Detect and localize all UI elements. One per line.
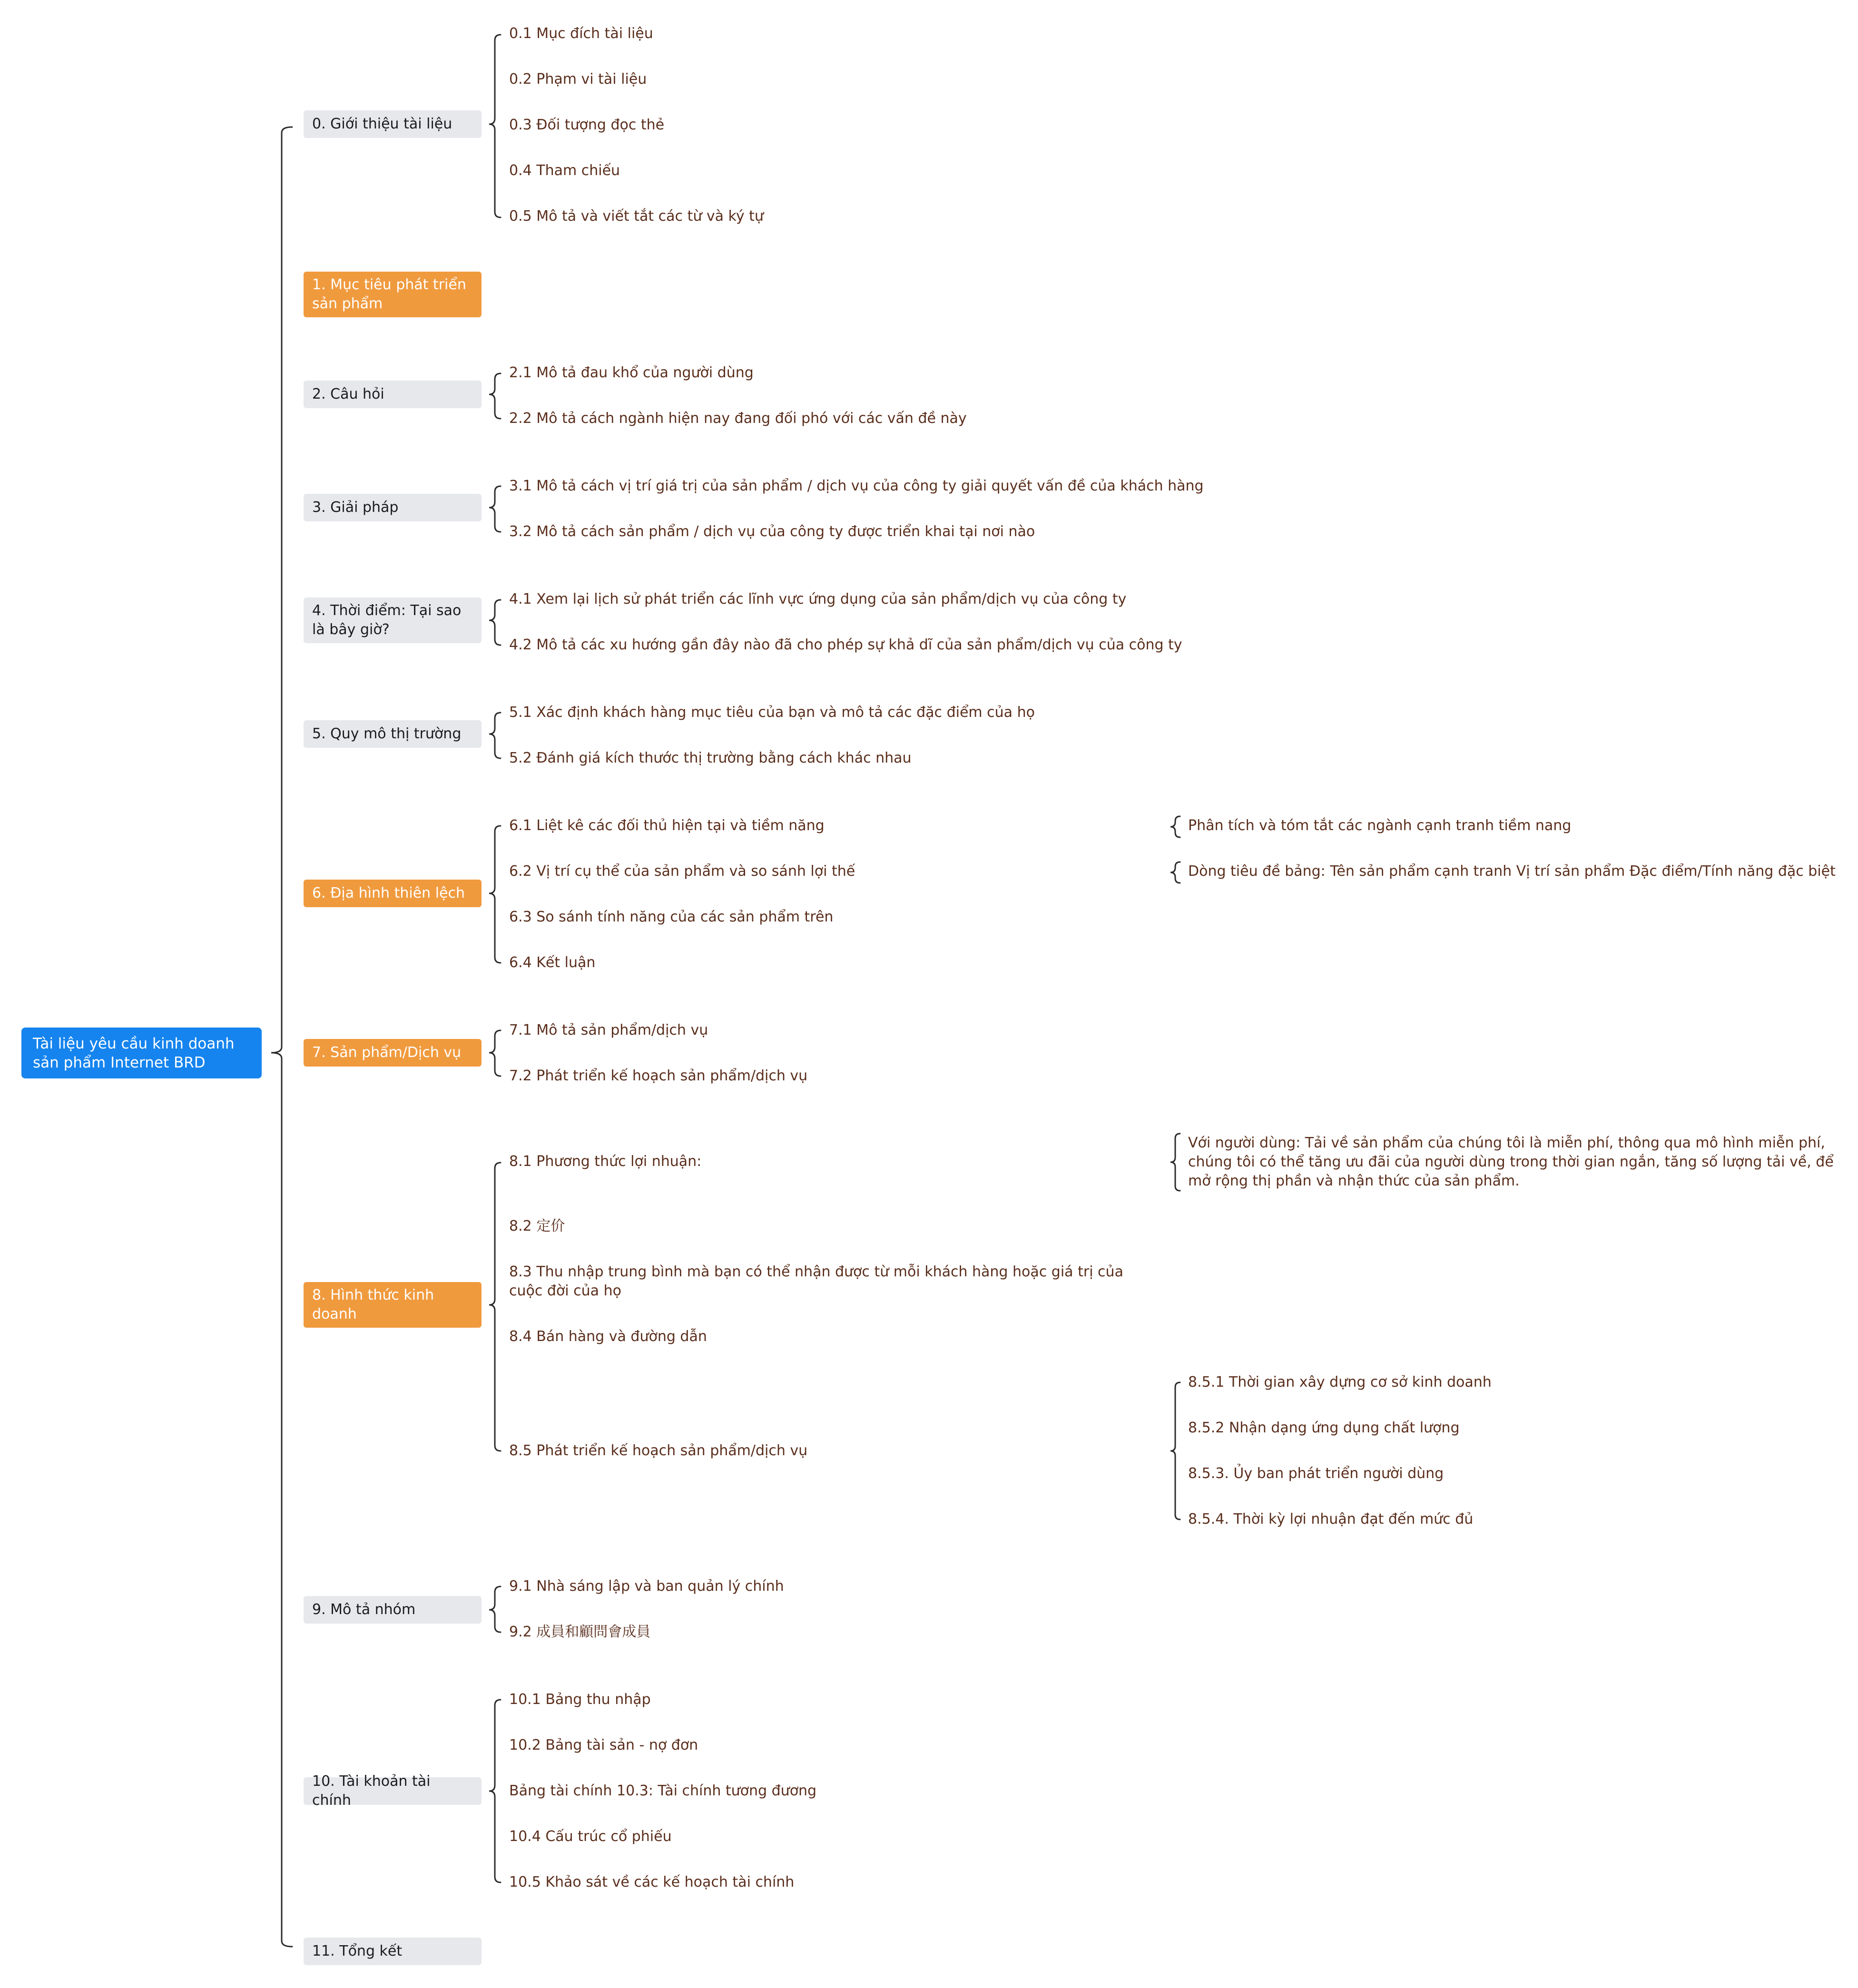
section-node-11[interactable]: 11. Tổng kết	[304, 1938, 482, 1965]
leaf-2-2[interactable]: 2.2 Mô tả cách ngành hiện nay đang đối phó với các vấn đề này	[509, 410, 967, 427]
leaf-0-5[interactable]: 0.5 Mô tả và viết tắt các từ và ký tự	[509, 208, 764, 225]
leaf-5-2[interactable]: 5.2 Đánh giá kích thước thị trường bằng cách khác nhau	[509, 750, 912, 766]
leaf-3-2[interactable]: 3.2 Mô tả cách sản phẩm / dịch vụ của công ty được triển khai tại nơi nào	[509, 523, 1035, 540]
leaf-4-2[interactable]: 4.2 Mô tả các xu hướng gần đây nào đã cho phép sự khả dĩ của sản phẩm/dịch vụ của công ty	[509, 637, 1182, 653]
leaf-0-2[interactable]: 0.2 Phạm vi tài liệu	[509, 71, 647, 88]
section-4-brace	[489, 600, 501, 645]
leaf-4-1[interactable]: 4.1 Xem lại lịch sử phát triển các lĩnh vực ứng dụng của sản phẩm/dịch vụ của công ty	[509, 591, 1127, 607]
leaf-7-2[interactable]: 7.2 Phát triển kế hoạch sản phẩm/dịch vụ	[509, 1067, 808, 1084]
leaf-10-3[interactable]: Bảng tài chính 10.3: Tài chính tương đương	[509, 1782, 817, 1799]
leaf-0-4[interactable]: 0.4 Tham chiếu	[509, 162, 620, 179]
section-node-0[interactable]: 0. Giới thiệu tài liệu	[304, 110, 482, 138]
section-10-brace	[489, 1700, 501, 1882]
section-node-1[interactable]: 1. Mục tiêu phát triển sản phẩm	[304, 272, 482, 317]
leaf-3-1[interactable]: 3.1 Mô tả cách vị trí giá trị của sản phẩm / dịch vụ của công ty giải quyết vấn đề của khách hàng	[509, 478, 1204, 494]
section-node-2[interactable]: 2. Câu hỏi	[304, 381, 482, 408]
leaf-6-2[interactable]: 6.2 Vị trí cụ thể của sản phẩm và so sánh lợi thế	[509, 863, 855, 880]
leaf-10-1[interactable]: 10.1 Bảng thu nhập	[509, 1691, 651, 1708]
leaf-9-2[interactable]: 9.2 成員和顧問會成員	[509, 1624, 651, 1640]
leaf-7-1[interactable]: 7.1 Mô tả sản phẩm/dịch vụ	[509, 1022, 708, 1038]
leaf-0-1[interactable]: 0.1 Mục đích tài liệu	[509, 25, 653, 42]
leaf-6-4[interactable]: 6.4 Kết luận	[509, 954, 596, 971]
section-6-brace	[489, 826, 501, 963]
leaf-8-5-4[interactable]: 8.5.4. Thời kỳ lợi nhuận đạt đến mức đủ	[1188, 1511, 1474, 1528]
leaf-10-4[interactable]: 10.4 Cấu trúc cổ phiếu	[509, 1828, 672, 1845]
detail-8-5-brace	[1170, 1382, 1180, 1519]
section-9-brace	[489, 1586, 501, 1632]
leaf-10-5[interactable]: 10.5 Khảo sát về các kế hoạch tài chính	[509, 1874, 795, 1890]
leaf-8-1-detail[interactable]: Với người dùng: Tải về sản phẩm của chúng tôi là miễn phí, thông qua mô hình miễn phí, chúng tôi có thể tăng ưu đãi của người dùng trong thời gian ngắn, tăng số lượng tải về, để mở rộng thị phần và nhận thức của sản phẩm.	[1188, 1135, 1834, 1189]
section-2-brace	[489, 373, 501, 419]
section-node-10[interactable]: 10. Tài khoản tài chính	[304, 1777, 482, 1805]
root-node[interactable]: Tài liệu yêu cầu kinh doanh sản phẩm Internet BRD	[21, 1028, 262, 1078]
section-node-5[interactable]: 5. Quy mô thị trường	[304, 720, 482, 748]
section-node-6[interactable]: 6. Địa hình thiên lệch	[304, 880, 482, 907]
leaf-6-1-detail[interactable]: Phân tích và tóm tắt các ngành cạnh tranh tiềm nang	[1188, 817, 1572, 834]
section-node-4[interactable]: 4. Thời điểm: Tại sao là bây giờ?	[304, 597, 482, 643]
section-5-brace	[489, 713, 501, 758]
section-7-brace	[489, 1030, 501, 1076]
leaf-6-2-detail[interactable]: Dòng tiêu đề bảng: Tên sản phẩm cạnh tranh Vị trí sản phẩm Đặc điểm/Tính năng đặc biệt	[1188, 863, 1836, 880]
detail-6-2-brace	[1170, 862, 1180, 883]
leaf-2-1[interactable]: 2.1 Mô tả đau khổ của người dùng	[509, 364, 754, 381]
leaf-8-5-3[interactable]: 8.5.3. Ủy ban phát triển người dùng	[1188, 1465, 1444, 1482]
leaf-0-3[interactable]: 0.3 Đối tượng đọc thẻ	[509, 117, 665, 133]
section-8-brace	[489, 1163, 501, 1451]
leaf-8-1[interactable]: 8.1 Phương thức lợi nhuận:	[509, 1153, 702, 1170]
leaf-8-2[interactable]: 8.2 定价	[509, 1218, 565, 1234]
leaf-8-4[interactable]: 8.4 Bán hàng và đường dẫn	[509, 1328, 707, 1345]
leaf-6-1[interactable]: 6.1 Liệt kê các đối thủ hiện tại và tiềm năng	[509, 817, 825, 834]
section-node-9[interactable]: 9. Mô tả nhóm	[304, 1596, 482, 1624]
leaf-8-3[interactable]: 8.3 Thu nhập trung bình mà bạn có thể nhận được từ mỗi khách hàng hoặc giá trị của cuộc đời của họ	[509, 1263, 1123, 1299]
leaf-8-5-1[interactable]: 8.5.1 Thời gian xây dựng cơ sở kinh doanh	[1188, 1374, 1492, 1391]
leaf-5-1[interactable]: 5.1 Xác định khách hàng mục tiêu của bạn và mô tả các đặc điểm của họ	[509, 704, 1035, 721]
section-node-3[interactable]: 3. Giải pháp	[304, 494, 482, 521]
section-node-7[interactable]: 7. Sản phẩm/Dịch vụ	[304, 1039, 482, 1067]
leaf-8-5-2[interactable]: 8.5.2 Nhận dạng ứng dụng chất lượng	[1188, 1420, 1460, 1436]
leaf-9-1[interactable]: 9.1 Nhà sáng lập và ban quản lý chính	[509, 1578, 784, 1595]
section-3-brace	[489, 486, 501, 532]
leaf-6-3[interactable]: 6.3 So sánh tính năng của các sản phẩm trên	[509, 909, 834, 925]
leaf-8-5[interactable]: 8.5 Phát triển kế hoạch sản phẩm/dịch vụ	[509, 1442, 808, 1459]
root-brace	[271, 127, 292, 1947]
detail-6-1-brace	[1170, 816, 1180, 837]
section-node-8[interactable]: 8. Hình thức kinh doanh	[304, 1282, 482, 1328]
detail-8-1-brace	[1170, 1134, 1180, 1191]
section-0-brace	[489, 35, 501, 217]
leaf-10-2[interactable]: 10.2 Bảng tài sản - nợ đơn	[509, 1737, 698, 1753]
